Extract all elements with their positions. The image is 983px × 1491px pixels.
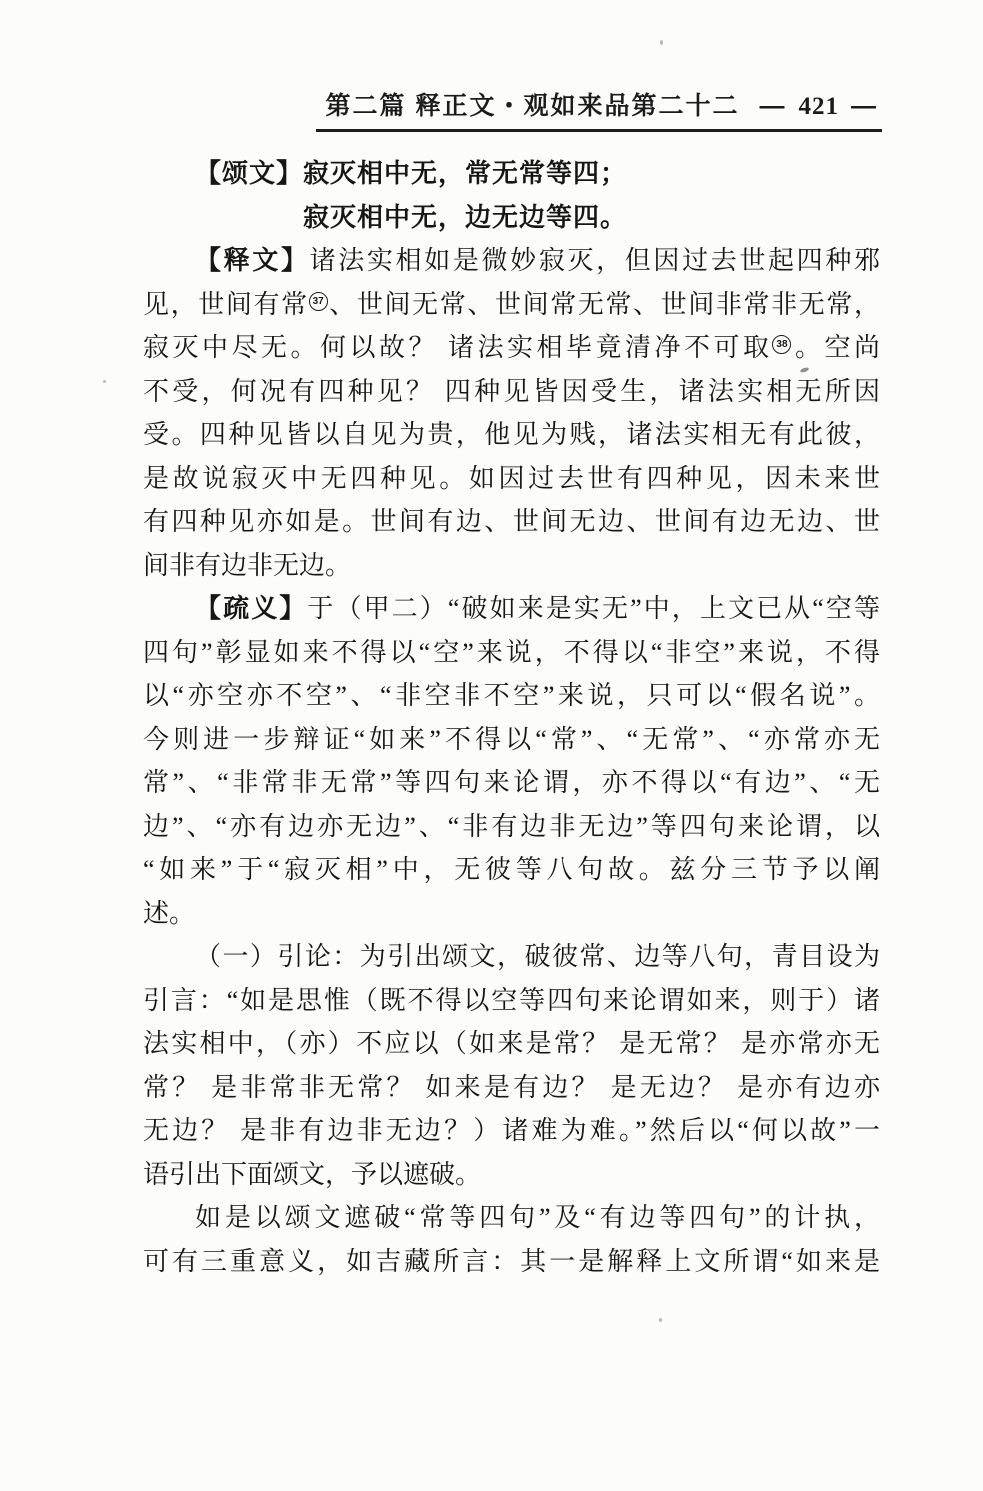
shiwen-text: 、世间无常、世间常无常、世间非常非无常， bbox=[327, 289, 880, 319]
footnote-ref-37: 37 bbox=[309, 292, 328, 311]
footnote-ref-38: 38 bbox=[772, 335, 791, 354]
shuyi-line-5: 常”、“非常非无常”等四句来论谓，亦不得以“有边”、“无 bbox=[143, 768, 880, 797]
shuyi-line-2: 四句”彰显如来不得以“空”来说，不得以“非空”来说，不得 bbox=[143, 637, 880, 667]
shiwen-line-2 bbox=[143, 283, 880, 327]
closing-line-2: 可有三重意义，如吉藏所言：其一是解释上文所谓“如来是 bbox=[143, 1246, 880, 1276]
verse-text-2: 寂灭相中无，边无边等四。 bbox=[303, 201, 628, 232]
shuyi-line-3: 以“亦空亦不空”、“非空非不空”来说，只可以“假名说”。 bbox=[143, 681, 880, 710]
shiwen-line-5: 受。四种见皆以自见为贵，他见为贱，诸法实相无有此彼， bbox=[143, 420, 880, 449]
shiwen-line-4: 不受，何况有四种见？ 四种见皆因受生，诸法实相无所因 bbox=[143, 376, 880, 406]
shiwen-text: 寂灭中尽无。何以故？ 诸法实相毕竟清净不可取 bbox=[143, 333, 773, 362]
yinlun-line-5: 无边？ 是非有边非无边？）诸难为难。”然后以“何以故”一 bbox=[143, 1116, 880, 1145]
shiwen-line-3 bbox=[143, 326, 880, 370]
scan-speck bbox=[659, 1318, 662, 1322]
yinlun-line-2: 引言：“如是思惟（既不得以空等四句来论谓如来，则于）诸 bbox=[143, 985, 880, 1015]
shuyi-line-6: 边”、“亦有边亦无边”、“非有边非无边”等四句来论谓，以 bbox=[143, 811, 880, 841]
yinlun-line-4: 常？ 是非常非无常？ 如来是有边？ 是无边？ 是亦有边亦 bbox=[143, 1072, 880, 1102]
page-header bbox=[316, 86, 882, 132]
shuyi-line-1 bbox=[143, 587, 880, 631]
chapter-title: 第二篇 释正文・观如来品第二十二 bbox=[325, 92, 740, 120]
header-dash-right: — bbox=[851, 92, 878, 120]
shiwen-line-7: 有四种见亦如是。世间有边、世间无边、世间有边无边、世 bbox=[143, 507, 880, 536]
text-block bbox=[143, 152, 880, 1283]
yinlun-line-3: 法实相中，（亦）不应以（如来是常？ 是无常？ 是亦常亦无 bbox=[143, 1029, 880, 1058]
yinlun-line-1: （一）引论：为引出颂文，破彼常、边等八句，青目设为 bbox=[195, 942, 880, 971]
shuyi-line-4: 今则进一步辩证“如来”不得以“常”、“无常”、“亦常亦无 bbox=[143, 724, 880, 754]
shiwen-text: 见，世间有常 bbox=[143, 289, 309, 319]
shiwen-label: 【释文】 bbox=[195, 245, 310, 275]
closing-line-1: 如是以颂文遮破“常等四句”及“有边等四句”的计执， bbox=[195, 1203, 880, 1232]
shiwen-line-8: 间非有边非无边。 bbox=[143, 550, 352, 580]
verse-text-1: 寂灭相中无，常无常等四； bbox=[303, 158, 628, 188]
shiwen-line-6: 是故说寂灭中无四种见。如因过去世有四种见，因未来世 bbox=[143, 463, 880, 493]
shiwen-line-1 bbox=[143, 239, 880, 283]
shuyi-line-8: 述。 bbox=[143, 898, 196, 928]
page-number: 421 bbox=[798, 93, 839, 120]
shuyi-text: 于（甲二）“破如来是实无”中，上文已从“空等 bbox=[307, 594, 880, 623]
scan-speck bbox=[103, 380, 106, 383]
verse-line-1 bbox=[143, 152, 880, 196]
header-dash-left: — bbox=[759, 92, 787, 120]
shuyi-label: 【疏义】 bbox=[195, 593, 308, 623]
shiwen-text: 。空尚 bbox=[791, 333, 880, 362]
verse-line-2 bbox=[143, 196, 880, 240]
verse-label: 【颂文】 bbox=[195, 158, 304, 188]
scan-speck bbox=[660, 40, 663, 45]
shiwen-text: 诸法实相如是微妙寂灭，但因过去世起四种邪 bbox=[309, 246, 880, 275]
shuyi-line-7: “如来”于“寂灭相”中，无彼等八句故。兹分三节予以阐 bbox=[143, 855, 880, 884]
yinlun-line-6: 语引出下面颂文，予以遮破。 bbox=[143, 1159, 482, 1189]
